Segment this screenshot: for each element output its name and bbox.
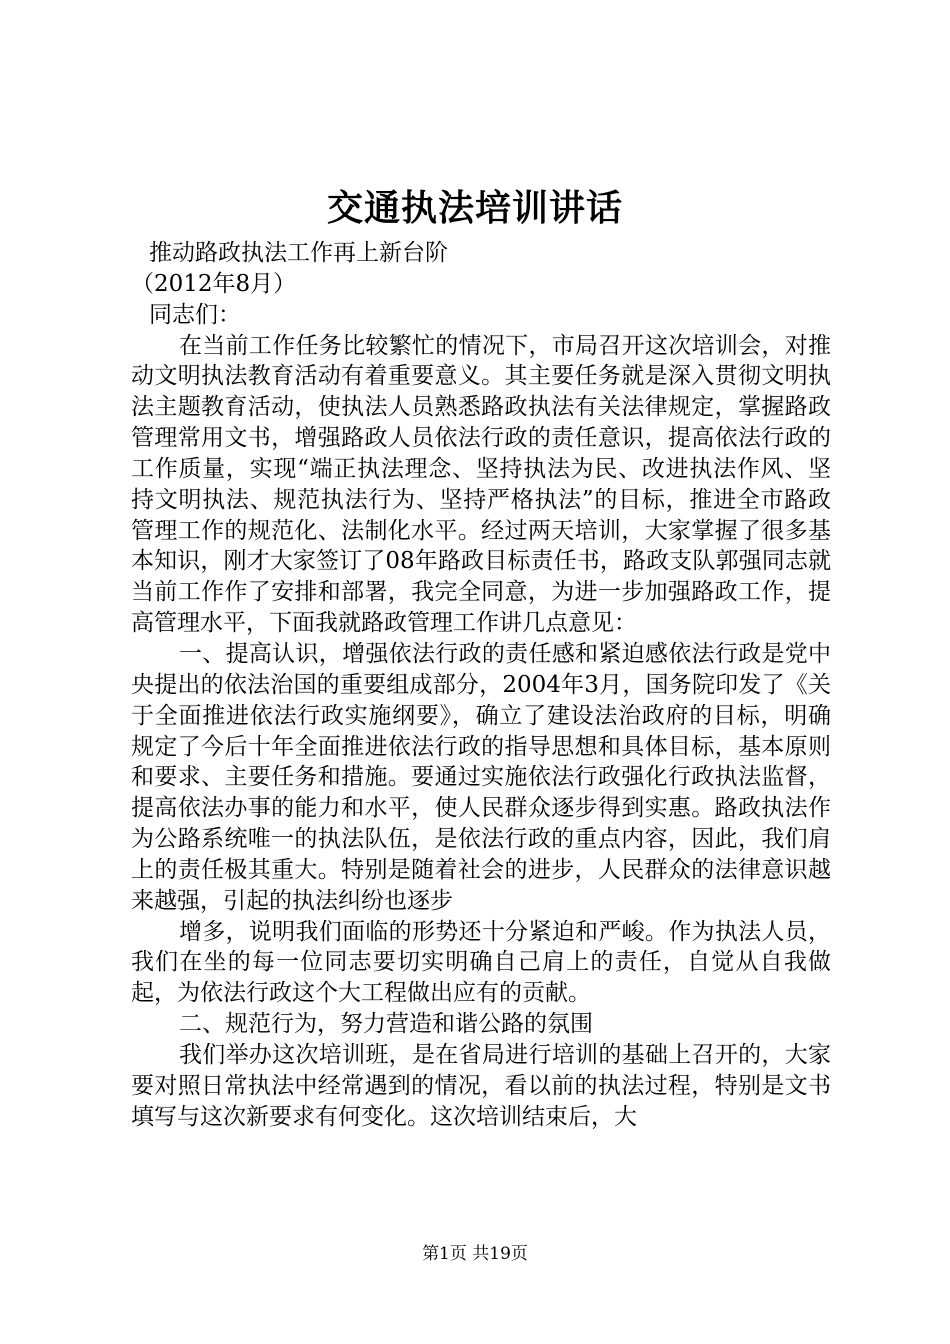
paragraph-intro: 在当前工作任务比较繁忙的情况下，市局召开这次培训会，对推动文明执法教育活动有着重要意义。其主要任务就是深入贯彻文明执法主题教育活动，使执法人员熟悉路政执法有关法律规定，掌握路政管理常用文书，增强路政人员依法行政的责任意识，提高依法行政的工作质量，实现“端正执法理念、坚持执法为民、改进执法作风、坚持文明执法、规范执法行为、坚持严格执法”的目标，推进全市路政管理工作的规范化、法制化水平。经过两天培训，大家掌握了很多基本知识，刚才大家签订了08年路政目标责任书，路政支队郭强同志就当前工作作了安排和部署，我完全同意，为进一步加强路政工作，提高管理水平，下面我就路政管理工作讲几点意见：	[131, 332, 831, 637]
paragraph-section-one-continued: 增多，说明我们面临的形势还十分紧迫和严峻。作为执法人员，我们在坐的每一位同志要切实明确自己肩上的责任，自觉从自我做起，为依法行政这个大工程做出应有的贡献。	[131, 918, 831, 1007]
speech-date: （2012年8月）	[131, 270, 297, 297]
document-title: 交通执法培训讲话	[326, 187, 623, 229]
page-footer: 第1页 共19页	[422, 1244, 528, 1264]
paragraph-section-one: 一、提高认识，增强依法行政的责任感和紧迫感依法行政是党中央提出的依法治国的重要组成部分，2004年3月，国务院印发了《关于全面推进依法行政实施纲要》，确立了建设法治政府的目标，明确规定了今后十年全面推进依法行政的指导思想和具体目标，基本原则和要求、主要任务和措施。要通过实施依法行政强化行政执法监督，提高依法办事的能力和水平，使人民群众逐步得到实惠。路政执法作为公路系统唯一的执法队伍，是依法行政的重点内容，因此，我们肩上的责任极其重大。特别是随着社会的进步，人民群众的法律意识越来越强，引起的执法纠纷也逐步	[131, 640, 831, 914]
speech-subtitle: 推动路政执法工作再上新台阶	[149, 240, 448, 266]
document-body	[131, 238, 831, 1132]
paragraph-section-two: 我们举办这次培训班，是在省局进行培训的基础上召开的，大家要对照日常执法中经常遇到的情况，看以前的执法过程，特别是文书填写与这次新要求有何变化。这次培训结束后，大	[131, 1041, 831, 1130]
salutation: 同志们：	[149, 301, 241, 328]
section-two-heading: 二、规范行为，努力营造和谐公路的氛围	[179, 1011, 593, 1038]
